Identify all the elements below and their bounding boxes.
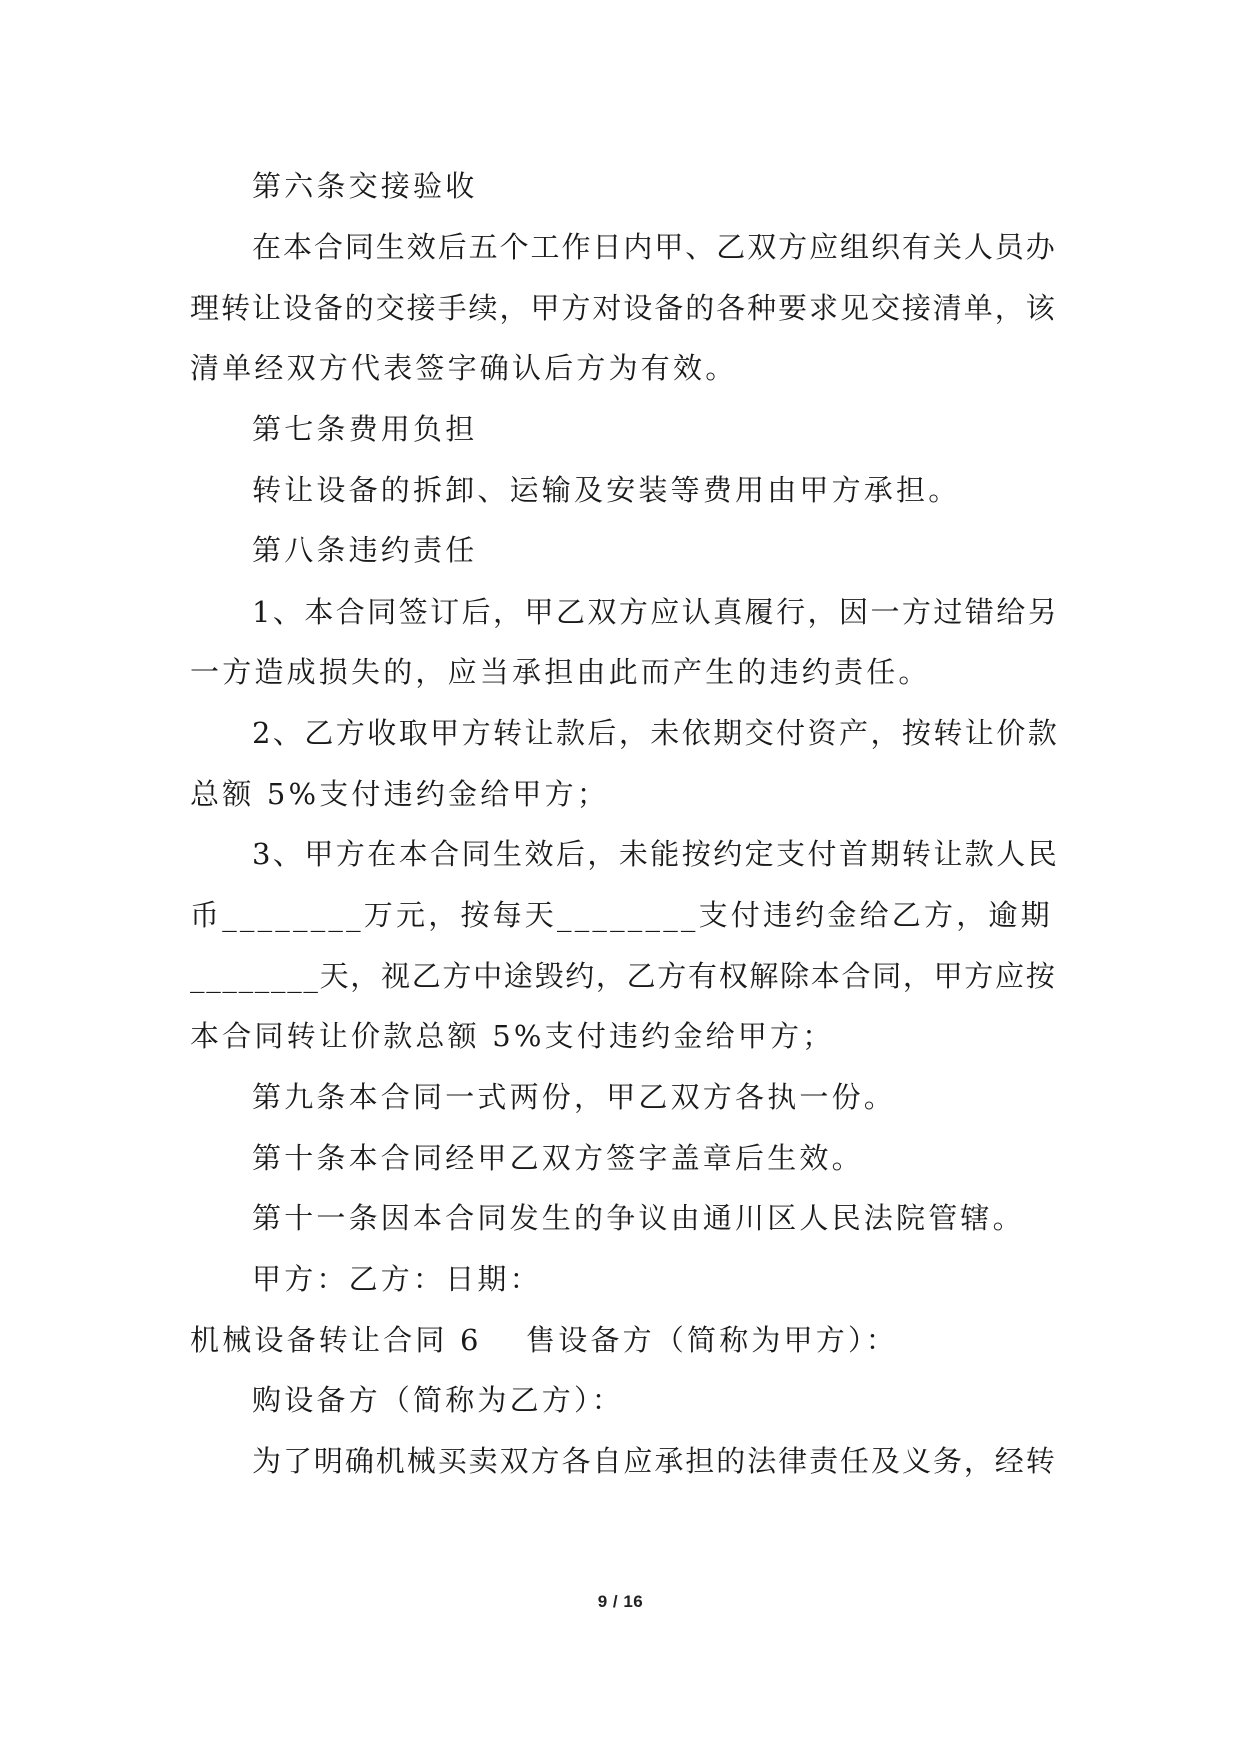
paragraph-line: 2、乙方收取甲方转让款后，未依期交付资产，按转让价款 — [252, 716, 1060, 750]
article-6-heading: 第六条交接验收 — [252, 169, 478, 203]
paragraph-line: 为了明确机械买卖双方各自应承担的法律责任及义务，经转 — [252, 1444, 1057, 1478]
article-10-line: 第十条本合同经甲乙双方签字盖章后生效。 — [252, 1141, 864, 1175]
paragraph-line: 1、本合同签订后，甲乙双方应认真履行，因一方过错给另 — [252, 595, 1060, 629]
paragraph-line: 在本合同生效后五个工作日内甲、乙双方应组织有关人员办 — [252, 230, 1057, 264]
article-8-heading: 第八条违约责任 — [252, 533, 478, 567]
paragraph-line: 理转让设备的交接手续，甲方对设备的各种要求见交接清单，该 — [190, 291, 1057, 325]
paragraph-line: 一方造成损失的，应当承担由此而产生的违约责任。 — [190, 655, 931, 689]
contract-title-line — [190, 1322, 1050, 1358]
paragraph-line: 转让设备的拆卸、运输及安装等费用由甲方承担。 — [252, 473, 961, 507]
paragraph-line: 3、甲方在本合同生效后，未能按约定支付首期转让款人民 — [252, 837, 1060, 871]
paragraph-line: 本合同转让价款总额 5%支付违约金给甲方； — [190, 1019, 835, 1053]
paragraph-line: 清单经双方代表签字确认后方为有效。 — [190, 351, 738, 385]
article-9-line: 第九条本合同一式两份，甲乙双方各执一份。 — [252, 1080, 897, 1114]
buyer-party-line: 购设备方（简称为乙方）： — [252, 1383, 624, 1417]
paragraph-line: ________天，视乙方中途毁约，乙方有权解除本合同，甲方应按 — [190, 959, 1057, 993]
paragraph-line: 币________万元，按每天________支付违约金给乙方，逾期 — [190, 898, 1053, 932]
signature-line: 甲方：乙方：日期： — [252, 1262, 542, 1296]
paragraph-line: 总额 5%支付违约金给甲方； — [190, 777, 610, 811]
page-number: 9 / 16 — [597, 1592, 644, 1611]
contract-title: 机械设备转让合同 6 — [190, 1323, 482, 1357]
article-11-line: 第十一条因本合同发生的争议由通川区人民法院管辖。 — [252, 1201, 1025, 1235]
article-7-heading: 第七条费用负担 — [252, 412, 478, 446]
seller-party-line: 售设备方（简称为甲方）： — [526, 1323, 898, 1357]
